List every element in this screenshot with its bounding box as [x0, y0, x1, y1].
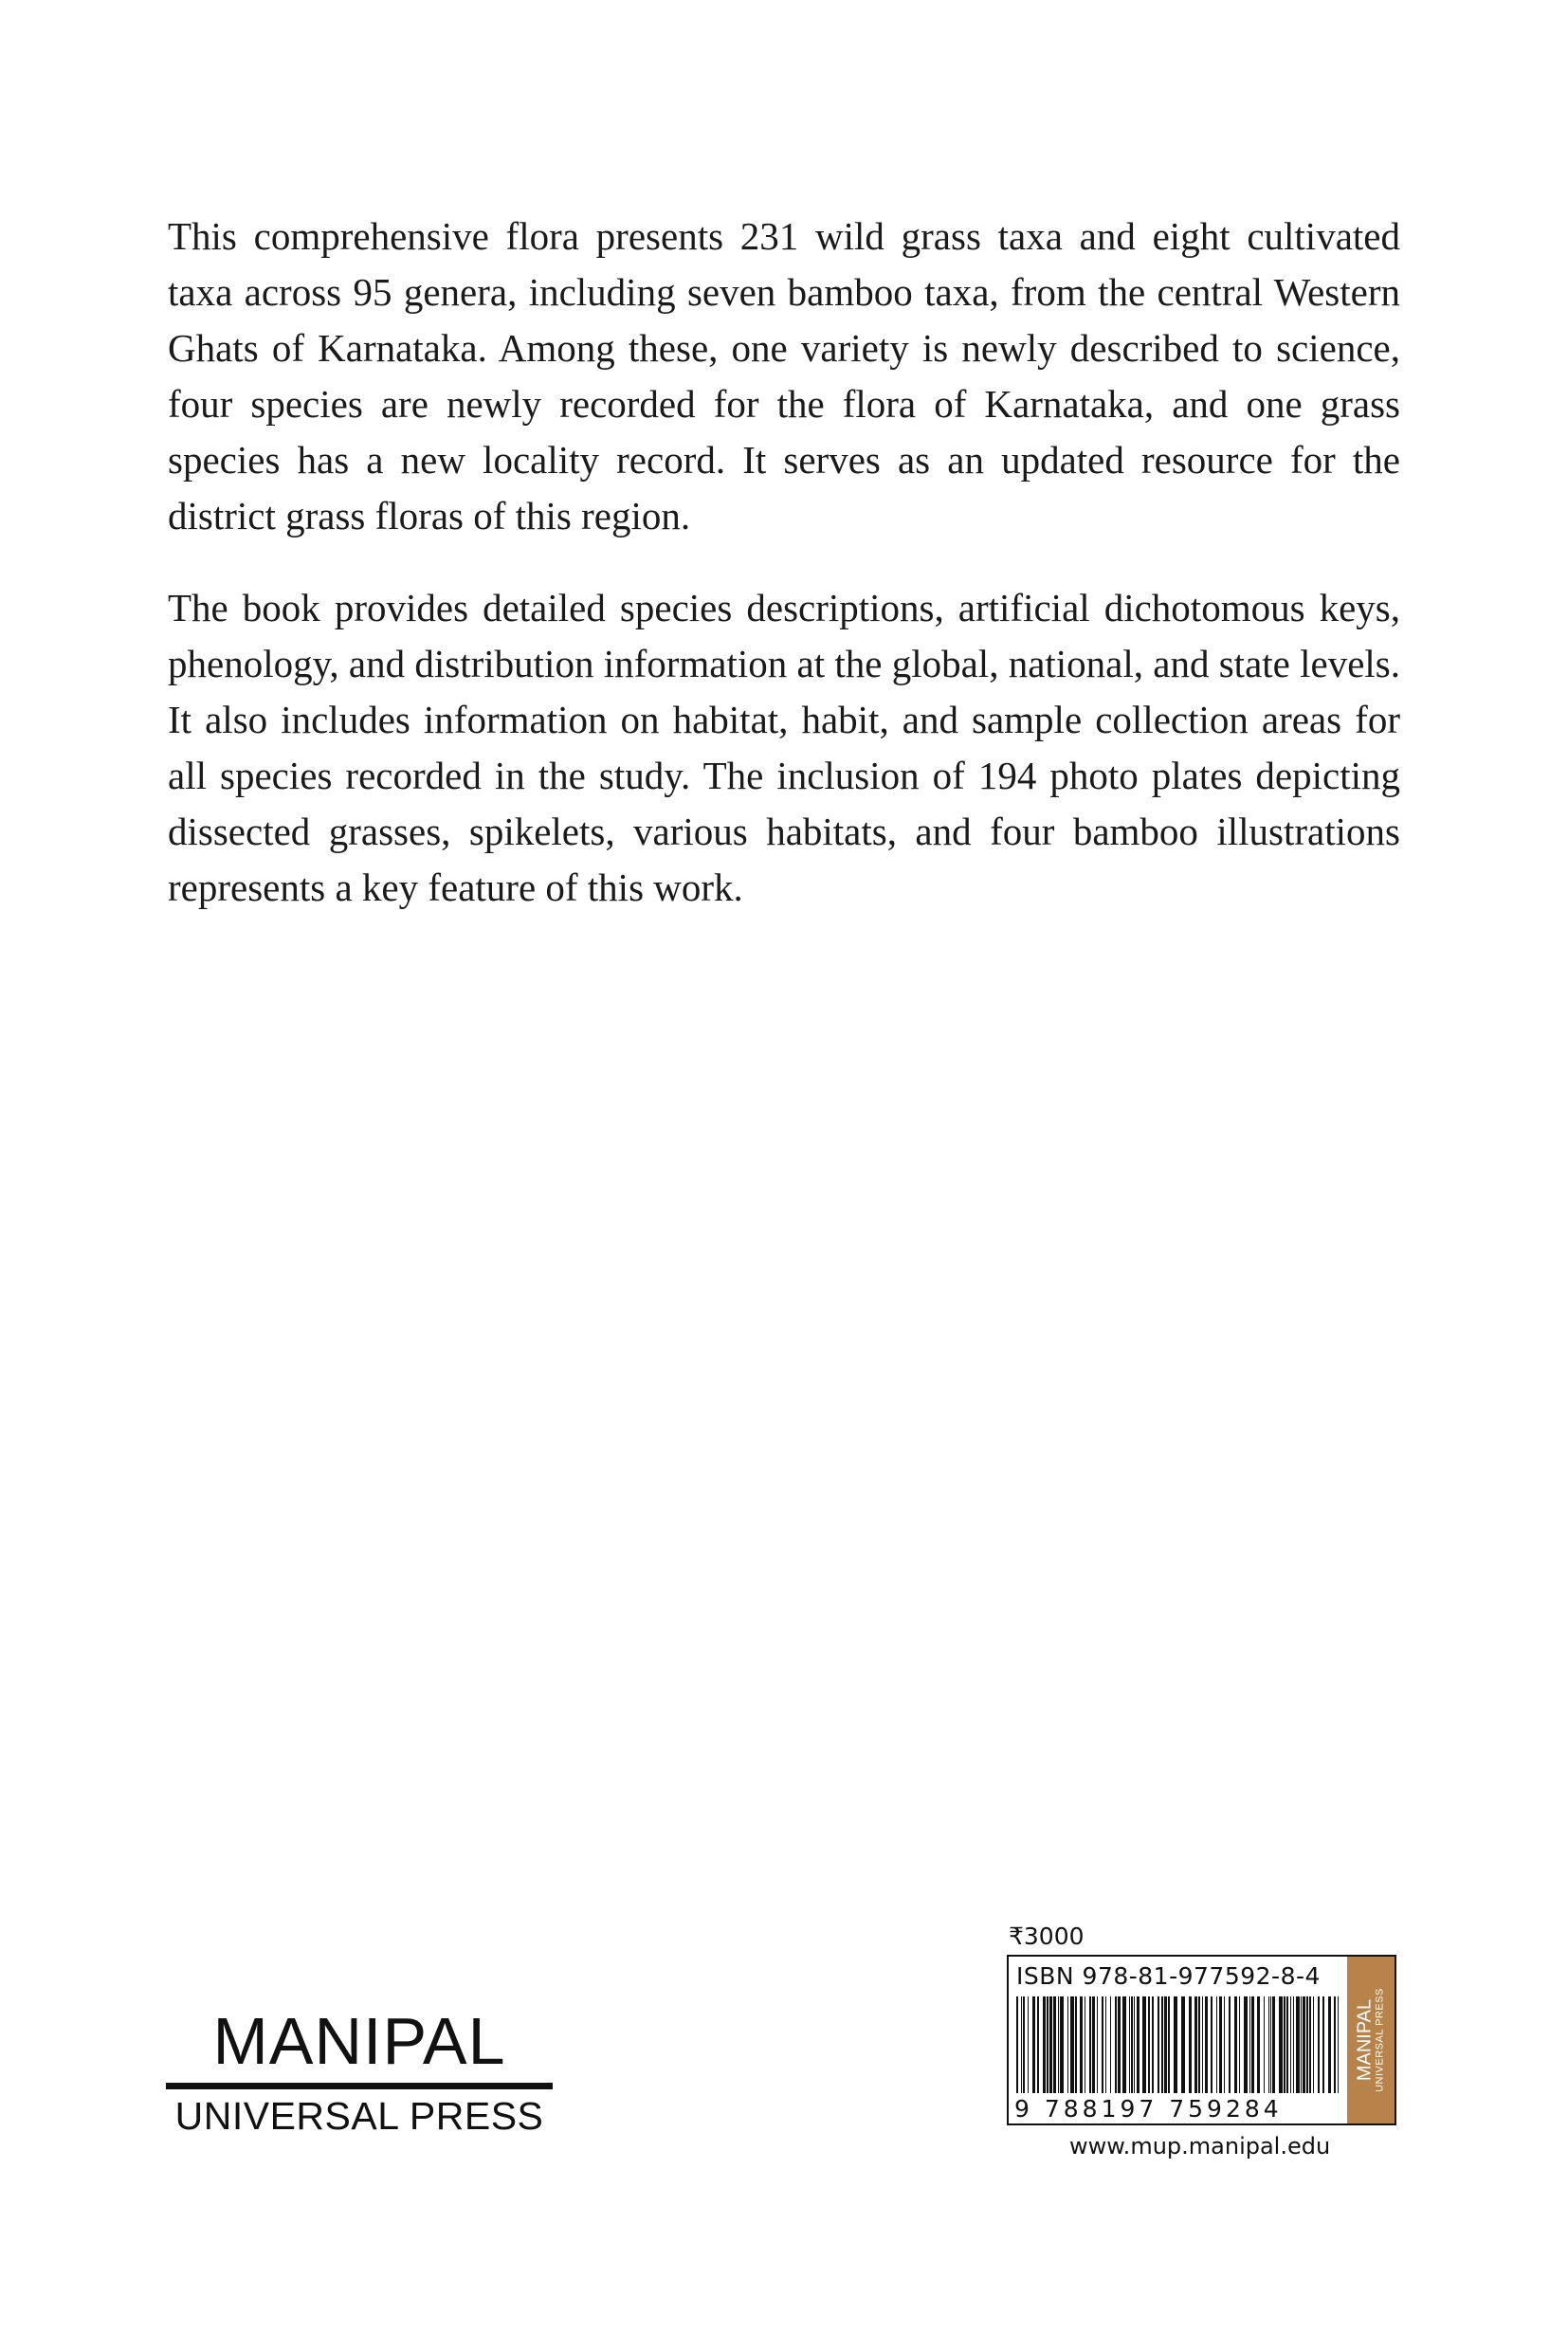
publisher-tab-sub: UNIVERSAL PRESS	[1374, 1988, 1386, 2092]
barcode-bar	[1075, 1996, 1077, 2093]
publisher-tab	[1347, 1957, 1395, 2123]
barcode-bar	[1174, 1996, 1177, 2093]
barcode-bar	[1318, 1996, 1320, 2093]
barcode-bar	[1257, 1996, 1260, 2093]
barcode-bar	[1279, 1996, 1283, 2093]
barcode-bar	[1089, 1996, 1091, 2093]
publisher-logo	[166, 2005, 553, 2147]
barcode-bar	[1322, 1996, 1324, 2093]
barcode-bar	[1105, 1996, 1106, 2093]
barcode-bar	[1309, 1996, 1311, 2093]
barcode-bar	[1118, 1996, 1121, 2093]
barcode-bar	[1198, 1996, 1200, 2093]
barcode-bar	[1060, 1996, 1064, 2093]
barcode-bar	[1306, 1996, 1308, 2093]
barcode-bar	[1229, 1996, 1231, 2093]
barcode-bar	[1129, 1996, 1130, 2093]
barcode-bar	[1301, 1996, 1302, 2093]
blurb-paragraph-2: The book provides detailed species descriptions, artificial dichotomous keys, phenology, and distribution information at the global, national, and state levels. It also includes information on habitat, habit, and sample collection areas for all species recorded in the study. The inclusion of 194 photo plates depicting dissected grasses, spikelets, various habitats, and four bamboo illustrations represents a key feature of this work.	[168, 586, 1400, 909]
barcode-bar	[1168, 1996, 1170, 2093]
barcode-bar	[1296, 1996, 1300, 2093]
barcode-bar	[1202, 1996, 1203, 2093]
isbn-label: ISBN 978-81-977592-8-4	[1016, 1962, 1321, 1990]
barcode-bar	[1137, 1996, 1140, 2093]
barcode-bar	[1338, 1996, 1339, 2093]
barcode-bar	[1313, 1996, 1314, 2093]
barcode-bar	[1270, 1996, 1271, 2093]
barcode-bar	[1251, 1996, 1254, 2093]
barcode-bar	[1092, 1996, 1095, 2093]
barcode-bar	[1070, 1996, 1074, 2093]
price-label: ₹3000	[1009, 1923, 1085, 1950]
barcode-bars	[1014, 1996, 1346, 2093]
publisher-website: www.mup.manipal.edu	[1069, 2133, 1331, 2160]
publisher-logo-rule	[166, 2083, 553, 2089]
barcode-bar	[1097, 1996, 1098, 2093]
barcode-bar	[1047, 1996, 1048, 2093]
barcode-bar	[1205, 1996, 1208, 2093]
barcode-bar	[1080, 1996, 1083, 2093]
barcode-bar	[1194, 1996, 1197, 2093]
barcode-bar	[1264, 1996, 1265, 2093]
barcode-bar	[1334, 1996, 1336, 2093]
barcode-bar	[1102, 1996, 1103, 2093]
barcode-bar	[1158, 1996, 1159, 2093]
barcode-bar	[1272, 1996, 1275, 2093]
barcode-bar	[1216, 1996, 1217, 2093]
barcode-bar	[1249, 1996, 1250, 2093]
barcode-bar	[1234, 1996, 1237, 2093]
barcode-bar	[1244, 1996, 1248, 2093]
barcode-bar	[1152, 1996, 1154, 2093]
barcode-bar	[1058, 1996, 1059, 2093]
barcode-bar	[1284, 1996, 1285, 2093]
barcode-bar	[1161, 1996, 1163, 2093]
barcode-bar	[1268, 1996, 1269, 2093]
barcode-bar	[1115, 1996, 1117, 2093]
barcode-bar	[1032, 1996, 1035, 2093]
barcode-bar	[1122, 1996, 1126, 2093]
publisher-tab-main: MANIPAL	[1354, 1998, 1376, 2082]
barcode-bar	[1023, 1996, 1025, 2093]
barcode-bar	[1028, 1996, 1029, 2093]
barcode-bar	[1053, 1996, 1056, 2093]
isbn-barcode	[1007, 1955, 1396, 2125]
barcode-bar	[1211, 1996, 1212, 2093]
barcode-bar	[1037, 1996, 1039, 2093]
publisher-logo-main: MANIPAL	[212, 2004, 506, 2078]
barcode-bar	[1021, 1996, 1022, 2093]
barcode-bar	[1286, 1996, 1288, 2093]
blurb-paragraph-1: This comprehensive flora presents 231 wild grass taxa and eight cultivated taxa across 95 genera, including seven bamboo taxa, from the central Western Ghats of Karnataka. Among these, one variety is newly described to science, four species are newly recorded for the flora of Karnataka, and one grass species has a new locality record. It serves as an updated resource for the district grass floras of this region.	[168, 214, 1400, 538]
publisher-logo-sub: UNIVERSAL PRESS	[174, 2094, 544, 2138]
publisher-tab-text	[1356, 1959, 1387, 2121]
barcode-bar	[1189, 1996, 1192, 2093]
barcode-bar	[1049, 1996, 1052, 2093]
barcode-bar	[1328, 1996, 1331, 2093]
barcode-bar	[1303, 1996, 1305, 2093]
barcode-bar	[1164, 1996, 1167, 2093]
barcode-bar	[1110, 1996, 1111, 2093]
barcode-bar	[1290, 1996, 1291, 2093]
barcode-bar	[1131, 1996, 1133, 2093]
barcode-bar	[1043, 1996, 1046, 2093]
barcode-bar	[1142, 1996, 1146, 2093]
barcode-bar	[1239, 1996, 1240, 2093]
barcode-bar	[1181, 1996, 1185, 2093]
barcode-bar	[1067, 1996, 1068, 2093]
barcode-digits: 9 788197 759284	[1014, 2095, 1283, 2123]
barcode-bar	[1148, 1996, 1150, 2093]
back-cover-blurb	[168, 209, 1400, 952]
barcode-bar	[1224, 1996, 1225, 2093]
barcode-bar	[1134, 1996, 1135, 2093]
barcode-bar	[1293, 1996, 1294, 2093]
barcode-bar	[1219, 1996, 1222, 2093]
barcode-bar	[1016, 1996, 1018, 2093]
